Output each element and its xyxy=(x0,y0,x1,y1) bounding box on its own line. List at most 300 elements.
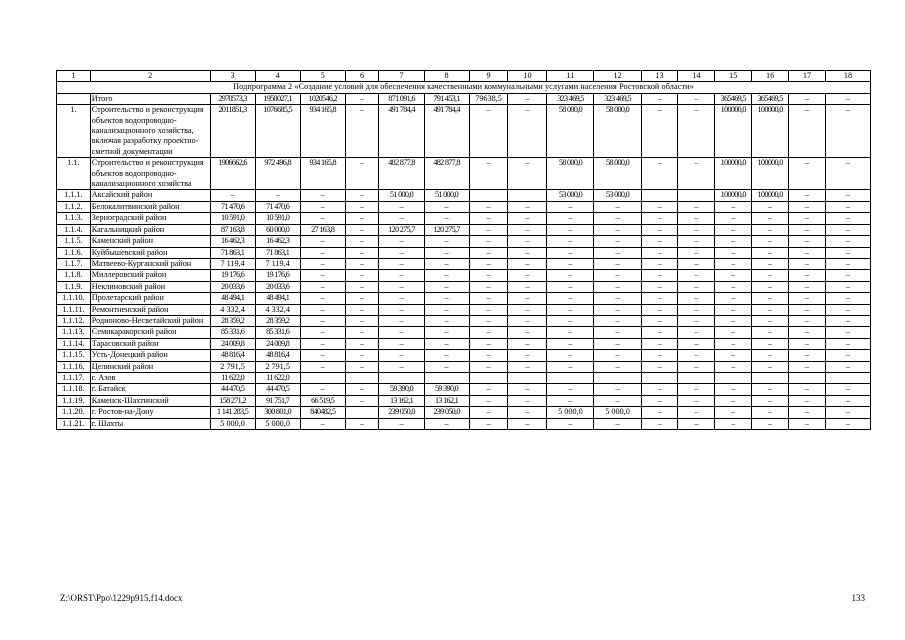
value-cell: – xyxy=(508,158,547,190)
value-cell: – xyxy=(547,395,594,406)
row-number: 1.1.5. xyxy=(57,236,91,247)
value-cell: 4 332,4 xyxy=(255,304,300,315)
value-cell: – xyxy=(678,384,715,395)
row-name: Целинский район xyxy=(90,361,210,372)
value-cell: – xyxy=(469,315,508,326)
row-number: 1.1.11. xyxy=(57,304,91,315)
table-row xyxy=(57,372,871,383)
row-number: 1.1.18. xyxy=(57,384,91,395)
value-cell: 2 791,5 xyxy=(255,361,300,372)
column-header: 17 xyxy=(789,71,826,82)
row-name: Зерноградский район xyxy=(90,213,210,224)
value-cell: – xyxy=(345,281,379,292)
value-cell: – xyxy=(379,350,424,361)
value-cell: 19 176,6 xyxy=(210,270,255,281)
value-cell: – xyxy=(752,224,789,235)
value-cell: – xyxy=(345,258,379,269)
value-cell: 1950027,1 xyxy=(255,93,300,104)
value-cell: – xyxy=(789,201,826,212)
value-cell xyxy=(825,372,870,383)
value-cell: 323 469,5 xyxy=(594,93,641,104)
value-cell: – xyxy=(594,236,641,247)
value-cell: – xyxy=(789,224,826,235)
value-cell: 59 390,0 xyxy=(379,384,424,395)
value-cell: – xyxy=(594,361,641,372)
row-name: Аксайский район xyxy=(90,190,210,201)
row-name: Родионово-Несветайский район xyxy=(90,315,210,326)
value-cell: – xyxy=(508,213,547,224)
file-path: Z:\ORST\Ppo\1229p915.f14.docx xyxy=(60,593,183,603)
table-row xyxy=(57,395,871,406)
value-cell: – xyxy=(345,105,379,158)
table-row xyxy=(57,213,871,224)
value-cell xyxy=(715,372,752,383)
value-cell: – xyxy=(641,338,678,349)
value-cell: – xyxy=(379,258,424,269)
value-cell: – xyxy=(678,418,715,429)
value-cell: 20 033,6 xyxy=(255,281,300,292)
value-cell: – xyxy=(424,315,469,326)
value-cell: – xyxy=(508,201,547,212)
value-cell: 5 000,0 xyxy=(547,407,594,418)
value-cell: – xyxy=(379,281,424,292)
value-cell: – xyxy=(752,281,789,292)
value-cell: 16 462,3 xyxy=(210,236,255,247)
value-cell xyxy=(424,372,469,383)
value-cell: – xyxy=(715,418,752,429)
value-cell: 60 000,0 xyxy=(255,224,300,235)
value-cell: – xyxy=(752,384,789,395)
value-cell xyxy=(789,372,826,383)
value-cell: – xyxy=(345,201,379,212)
value-cell: – xyxy=(789,213,826,224)
value-cell: – xyxy=(300,327,345,338)
table-row xyxy=(57,418,871,429)
value-cell: – xyxy=(508,270,547,281)
value-cell: 66 519,5 xyxy=(300,395,345,406)
value-cell: 5 000,0 xyxy=(210,418,255,429)
value-cell: 239 050,0 xyxy=(379,407,424,418)
value-cell: – xyxy=(789,93,826,104)
value-cell xyxy=(508,372,547,383)
value-cell: 5 000,0 xyxy=(255,418,300,429)
table-row xyxy=(57,224,871,235)
value-cell: – xyxy=(715,236,752,247)
value-cell: – xyxy=(678,93,715,104)
value-cell: – xyxy=(594,270,641,281)
row-name: Белокалитвинский район xyxy=(90,201,210,212)
value-cell: 20 033,6 xyxy=(210,281,255,292)
value-cell: – xyxy=(825,105,870,158)
value-cell: – xyxy=(641,281,678,292)
value-cell: – xyxy=(789,304,826,315)
value-cell: – xyxy=(715,350,752,361)
value-cell: – xyxy=(789,293,826,304)
column-header: 3 xyxy=(210,71,255,82)
value-cell: – xyxy=(789,407,826,418)
value-cell xyxy=(508,190,547,201)
value-cell: – xyxy=(508,315,547,326)
value-cell: 91 751,7 xyxy=(255,395,300,406)
value-cell: – xyxy=(825,315,870,326)
value-cell: – xyxy=(210,190,255,201)
value-cell: 13 162,1 xyxy=(424,395,469,406)
row-number: 1.1.1. xyxy=(57,190,91,201)
value-cell: 840482,5 xyxy=(300,407,345,418)
value-cell: – xyxy=(715,270,752,281)
value-cell: – xyxy=(789,327,826,338)
value-cell: – xyxy=(547,247,594,258)
value-cell: – xyxy=(424,247,469,258)
value-cell: – xyxy=(641,93,678,104)
value-cell: – xyxy=(825,201,870,212)
value-cell: – xyxy=(678,304,715,315)
value-cell: – xyxy=(825,350,870,361)
value-cell: – xyxy=(678,236,715,247)
value-cell xyxy=(345,372,379,383)
value-cell: – xyxy=(379,327,424,338)
column-header: 16 xyxy=(752,71,789,82)
value-cell: 10 591,0 xyxy=(255,213,300,224)
row-number: 1.1.14. xyxy=(57,338,91,349)
value-cell: – xyxy=(379,247,424,258)
value-cell: – xyxy=(594,304,641,315)
value-cell: – xyxy=(789,158,826,190)
value-cell: – xyxy=(715,327,752,338)
value-cell: 53 000,0 xyxy=(547,190,594,201)
value-cell: – xyxy=(825,327,870,338)
value-cell: 871 091,6 xyxy=(379,93,424,104)
value-cell: – xyxy=(678,224,715,235)
value-cell: – xyxy=(594,418,641,429)
value-cell: – xyxy=(715,315,752,326)
column-header: 10 xyxy=(508,71,547,82)
row-name: Семикаракорский район xyxy=(90,327,210,338)
value-cell: – xyxy=(678,258,715,269)
value-cell: – xyxy=(752,361,789,372)
value-cell: – xyxy=(789,247,826,258)
value-cell: – xyxy=(715,258,752,269)
row-number: 1.1.10. xyxy=(57,293,91,304)
value-cell: 58 000,0 xyxy=(594,158,641,190)
value-cell: – xyxy=(825,158,870,190)
value-cell: – xyxy=(825,418,870,429)
value-cell: 13 162,1 xyxy=(379,395,424,406)
value-cell: – xyxy=(678,247,715,258)
row-name: Ремонтненский район xyxy=(90,304,210,315)
value-cell: – xyxy=(300,201,345,212)
value-cell: 24 009,8 xyxy=(210,338,255,349)
value-cell: – xyxy=(424,270,469,281)
value-cell: – xyxy=(752,293,789,304)
value-cell: – xyxy=(424,293,469,304)
value-cell: – xyxy=(424,281,469,292)
value-cell: 51 000,0 xyxy=(424,190,469,201)
value-cell: – xyxy=(641,304,678,315)
page-number: 133 xyxy=(851,593,865,603)
row-name: Кагальницкий район xyxy=(90,224,210,235)
value-cell: – xyxy=(715,407,752,418)
value-cell: – xyxy=(379,270,424,281)
column-header: 15 xyxy=(715,71,752,82)
value-cell: – xyxy=(424,201,469,212)
value-cell: 87 163,8 xyxy=(210,224,255,235)
value-cell: 491 784,4 xyxy=(379,105,424,158)
value-cell: – xyxy=(825,224,870,235)
value-cell: – xyxy=(825,213,870,224)
table-row xyxy=(57,93,871,104)
value-cell: 28 359,2 xyxy=(255,315,300,326)
value-cell: – xyxy=(678,407,715,418)
value-cell: – xyxy=(424,258,469,269)
value-cell: 100000,0 xyxy=(752,105,789,158)
value-cell: 16 462,3 xyxy=(255,236,300,247)
value-cell: – xyxy=(379,236,424,247)
value-cell: 71 863,1 xyxy=(255,247,300,258)
value-cell: – xyxy=(594,213,641,224)
value-cell: – xyxy=(641,247,678,258)
value-cell: – xyxy=(678,105,715,158)
row-name: Матвеево-Курганский район xyxy=(90,258,210,269)
value-cell: – xyxy=(300,384,345,395)
value-cell: – xyxy=(300,350,345,361)
value-cell: – xyxy=(469,247,508,258)
value-cell: – xyxy=(300,258,345,269)
value-cell: – xyxy=(594,315,641,326)
table-row xyxy=(57,338,871,349)
value-cell: – xyxy=(469,395,508,406)
value-cell: – xyxy=(678,395,715,406)
row-number: 1.1.8. xyxy=(57,270,91,281)
value-cell: – xyxy=(641,350,678,361)
value-cell: – xyxy=(300,281,345,292)
value-cell: – xyxy=(715,395,752,406)
table-row xyxy=(57,105,871,158)
value-cell: – xyxy=(345,350,379,361)
row-number: 1. xyxy=(57,105,91,158)
value-cell: 100000,0 xyxy=(715,105,752,158)
value-cell: – xyxy=(641,236,678,247)
value-cell: 300 801,0 xyxy=(255,407,300,418)
value-cell: – xyxy=(424,418,469,429)
value-cell: – xyxy=(547,201,594,212)
value-cell: – xyxy=(345,304,379,315)
value-cell: – xyxy=(715,384,752,395)
value-cell: – xyxy=(789,338,826,349)
value-cell: 51 000,0 xyxy=(379,190,424,201)
value-cell: – xyxy=(789,361,826,372)
value-cell: – xyxy=(300,315,345,326)
value-cell: – xyxy=(508,281,547,292)
value-cell: – xyxy=(752,247,789,258)
value-cell: 100000,0 xyxy=(752,190,789,201)
value-cell: 2011851,3 xyxy=(210,105,255,158)
column-header: 8 xyxy=(424,71,469,82)
value-cell: 27 163,8 xyxy=(300,224,345,235)
value-cell: – xyxy=(789,281,826,292)
value-cell: – xyxy=(345,338,379,349)
value-cell: – xyxy=(678,281,715,292)
value-cell: – xyxy=(752,327,789,338)
value-cell: 71 470,6 xyxy=(210,201,255,212)
value-cell: – xyxy=(547,350,594,361)
row-number: 1.1.15. xyxy=(57,350,91,361)
row-number: 1.1.19. xyxy=(57,395,91,406)
value-cell: 53 000,0 xyxy=(594,190,641,201)
value-cell: – xyxy=(379,201,424,212)
value-cell: – xyxy=(469,418,508,429)
value-cell: – xyxy=(508,407,547,418)
value-cell: – xyxy=(752,395,789,406)
value-cell xyxy=(547,372,594,383)
value-cell: – xyxy=(547,224,594,235)
value-cell: – xyxy=(547,315,594,326)
value-cell: – xyxy=(715,224,752,235)
value-cell: – xyxy=(678,361,715,372)
value-cell: – xyxy=(715,247,752,258)
column-header: 2 xyxy=(90,71,210,82)
row-number: 1.1.2. xyxy=(57,201,91,212)
table-row xyxy=(57,407,871,418)
value-cell: – xyxy=(379,315,424,326)
value-cell: – xyxy=(424,236,469,247)
value-cell: – xyxy=(469,281,508,292)
column-header: 6 xyxy=(345,71,379,82)
value-cell xyxy=(379,372,424,383)
value-cell: 11 622,0 xyxy=(255,372,300,383)
column-header: 1 xyxy=(57,71,91,82)
value-cell: – xyxy=(345,213,379,224)
value-cell: – xyxy=(300,293,345,304)
value-cell: – xyxy=(752,213,789,224)
value-cell: – xyxy=(825,293,870,304)
value-cell: – xyxy=(345,293,379,304)
value-cell: – xyxy=(508,350,547,361)
value-cell: 71 470,6 xyxy=(255,201,300,212)
value-cell: – xyxy=(594,327,641,338)
value-cell: – xyxy=(678,327,715,338)
value-cell: – xyxy=(752,350,789,361)
value-cell: 120 275,7 xyxy=(424,224,469,235)
value-cell: – xyxy=(469,105,508,158)
value-cell: – xyxy=(752,315,789,326)
value-cell: – xyxy=(508,293,547,304)
value-cell: 791 453,1 xyxy=(424,93,469,104)
column-header: 9 xyxy=(469,71,508,82)
value-cell: – xyxy=(547,270,594,281)
value-cell: – xyxy=(752,338,789,349)
value-cell: – xyxy=(469,258,508,269)
row-name: г. Ростов-на-Дону xyxy=(90,407,210,418)
value-cell: 71 863,1 xyxy=(210,247,255,258)
value-cell: – xyxy=(508,258,547,269)
row-name: Строительство и реконструкция объектов водопроводно-канализационного хозяйства, включая разработку проектно-сметной документации xyxy=(90,105,210,158)
value-cell: – xyxy=(641,224,678,235)
value-cell: – xyxy=(594,384,641,395)
value-cell: – xyxy=(300,418,345,429)
value-cell: – xyxy=(345,247,379,258)
value-cell: 4 332,4 xyxy=(210,304,255,315)
value-cell: – xyxy=(300,236,345,247)
table-row xyxy=(57,384,871,395)
value-cell: – xyxy=(789,384,826,395)
value-cell: 239 050,0 xyxy=(424,407,469,418)
value-cell: – xyxy=(547,213,594,224)
value-cell: 100000,0 xyxy=(752,158,789,190)
value-cell: – xyxy=(345,395,379,406)
value-cell: – xyxy=(825,338,870,349)
value-cell: 934 165,8 xyxy=(300,158,345,190)
value-cell: 44 470,5 xyxy=(255,384,300,395)
value-cell: – xyxy=(789,350,826,361)
value-cell: – xyxy=(789,190,826,201)
value-cell: – xyxy=(825,258,870,269)
value-cell: – xyxy=(547,338,594,349)
value-cell: – xyxy=(508,93,547,104)
value-cell: 48 494,1 xyxy=(255,293,300,304)
value-cell: – xyxy=(789,236,826,247)
table-row xyxy=(57,281,871,292)
value-cell: – xyxy=(825,247,870,258)
header-row xyxy=(57,71,871,82)
value-cell: – xyxy=(752,407,789,418)
value-cell: – xyxy=(508,395,547,406)
value-cell: – xyxy=(594,293,641,304)
row-number: 1.1.3. xyxy=(57,213,91,224)
value-cell: 1 141 283,5 xyxy=(210,407,255,418)
value-cell: – xyxy=(469,327,508,338)
value-cell: 58 000,0 xyxy=(547,105,594,158)
value-cell: – xyxy=(255,190,300,201)
value-cell: – xyxy=(345,418,379,429)
value-cell: – xyxy=(300,213,345,224)
value-cell: 59 390,0 xyxy=(424,384,469,395)
value-cell: – xyxy=(300,247,345,258)
value-cell: – xyxy=(469,293,508,304)
row-name: Пролетарский район xyxy=(90,293,210,304)
value-cell xyxy=(469,190,508,201)
value-cell: – xyxy=(345,270,379,281)
value-cell: – xyxy=(547,384,594,395)
value-cell: – xyxy=(469,201,508,212)
value-cell: – xyxy=(345,93,379,104)
value-cell: – xyxy=(469,270,508,281)
value-cell: – xyxy=(641,315,678,326)
column-header: 13 xyxy=(641,71,678,82)
value-cell: – xyxy=(789,418,826,429)
value-cell: – xyxy=(379,213,424,224)
value-cell: – xyxy=(678,213,715,224)
value-cell: – xyxy=(424,213,469,224)
value-cell: – xyxy=(300,270,345,281)
value-cell: – xyxy=(379,304,424,315)
value-cell: – xyxy=(641,361,678,372)
row-number: 1.1.17. xyxy=(57,372,91,383)
value-cell: – xyxy=(300,361,345,372)
table-row xyxy=(57,201,871,212)
value-cell: – xyxy=(641,213,678,224)
value-cell: – xyxy=(469,213,508,224)
value-cell: – xyxy=(300,304,345,315)
value-cell: – xyxy=(508,224,547,235)
value-cell: – xyxy=(594,247,641,258)
value-cell: – xyxy=(715,338,752,349)
subprogram-row xyxy=(57,82,871,93)
value-cell: 79638,5 xyxy=(469,93,508,104)
table-row xyxy=(57,350,871,361)
value-cell: – xyxy=(345,384,379,395)
value-cell: – xyxy=(789,105,826,158)
